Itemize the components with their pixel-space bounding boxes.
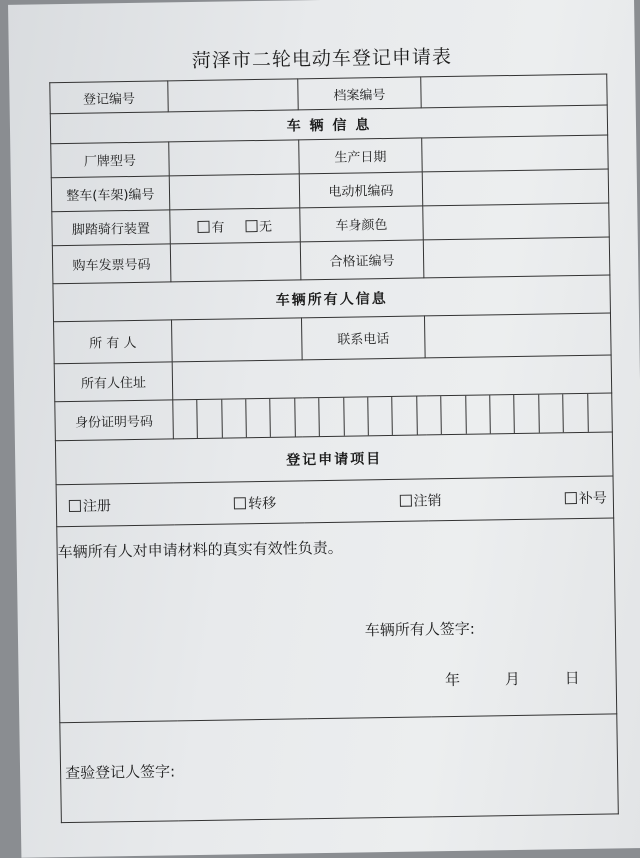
id-no-grid[interactable] (173, 393, 613, 439)
body-color-label: 车身颜色 (299, 206, 423, 242)
archive-no-field[interactable] (421, 74, 607, 108)
checkbox-icon (69, 499, 81, 511)
production-date-field[interactable] (422, 135, 608, 172)
section-application-items: 登记申请项目 (55, 432, 613, 485)
checkbox-icon (399, 494, 411, 506)
invoice-no-label: 购车发票号码 (52, 244, 170, 284)
phone-label: 联系电话 (301, 316, 425, 360)
owner-label: 所 有 人 (54, 320, 172, 364)
reg-no-label: 登记编号 (50, 81, 168, 114)
form-sheet (8, 0, 640, 858)
pedal-no-checkbox[interactable]: 无 (245, 220, 272, 235)
brand-model-label: 厂牌型号 (51, 142, 169, 178)
motor-no-label: 电动机编码 (299, 172, 423, 208)
frame-no-label: 整车(车架)编号 (51, 176, 169, 212)
item-replace-number-checkbox[interactable]: 补号 (565, 487, 607, 508)
section-vehicle-info: 车 辆 信 息 (50, 105, 607, 144)
owner-field[interactable] (171, 318, 301, 362)
address-label: 所有人住址 (54, 362, 172, 402)
checkbox-icon (234, 497, 246, 509)
certificate-no-field[interactable] (424, 237, 610, 278)
reg-no-field[interactable] (168, 79, 298, 112)
id-no-label: 身份证明号码 (55, 400, 173, 441)
inspector-signature-label: 查验登记人签字: (64, 762, 176, 783)
declaration-text: 车辆所有人对申请材料的真实有效性负责。 (57, 538, 343, 562)
registration-form (49, 74, 619, 824)
archive-no-label: 档案编号 (297, 77, 421, 110)
inspector-block (60, 714, 619, 823)
item-register-checkbox[interactable]: 注册 (69, 495, 111, 516)
pedal-device-label: 脚踏骑行装置 (52, 210, 170, 246)
checkbox-icon (245, 220, 257, 232)
body-color-field[interactable] (423, 203, 609, 240)
signature-date: 年 月 日 (444, 669, 580, 690)
item-cancel-checkbox[interactable]: 注销 (399, 490, 441, 511)
frame-no-field[interactable] (169, 174, 299, 210)
section-owner-info: 车辆所有人信息 (53, 275, 611, 322)
brand-model-field[interactable] (169, 140, 299, 176)
pedal-options (170, 208, 300, 244)
certificate-no-label: 合格证编号 (300, 240, 424, 280)
item-transfer-checkbox[interactable]: 转移 (234, 492, 276, 513)
form-title: 菏泽市二轮电动车登记申请表 (191, 45, 453, 73)
declaration-block (57, 518, 617, 723)
checkbox-icon (565, 492, 577, 504)
production-date-label: 生产日期 (298, 138, 422, 174)
motor-no-field[interactable] (423, 169, 609, 206)
phone-field[interactable] (425, 313, 611, 358)
pedal-yes-checkbox[interactable]: 有 (197, 221, 224, 236)
invoice-no-field[interactable] (170, 242, 300, 282)
owner-signature-label: 车辆所有人签字: (364, 619, 476, 640)
checkbox-icon (197, 221, 209, 233)
